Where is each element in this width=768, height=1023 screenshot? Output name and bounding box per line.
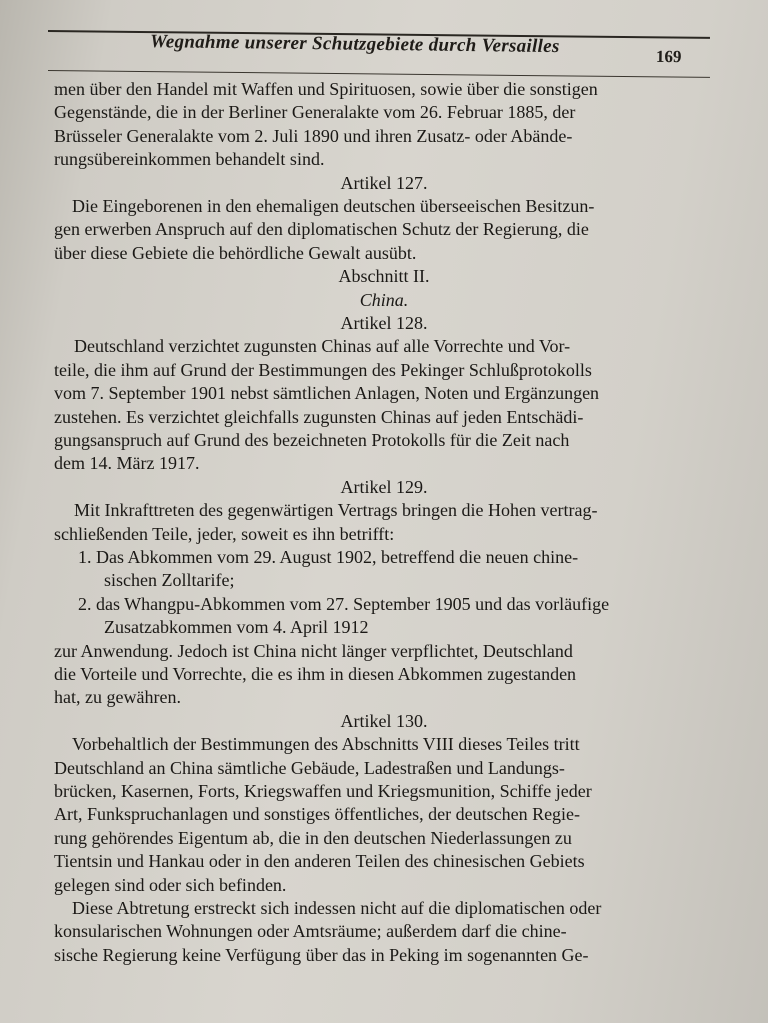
paragraph-line: Tientsin und Hankau oder in den anderen Teilen des chinesischen Gebiets xyxy=(54,851,585,872)
paragraph-line: gungsanspruch auf Grund des bezeichneten Protokolls für die Zeit nach xyxy=(54,430,570,450)
paragraph-line: Die Eingeborenen in den ehemaligen deutschen überseeischen Besitzun- xyxy=(72,196,595,216)
paragraph-line: sische Regierung keine Verfügung über das in Peking im sogenannten Ge- xyxy=(54,944,589,965)
paragraph-line: brücken, Kasernen, Forts, Kriegswaffen und Kriegsmunition, Schiffe jeder xyxy=(54,781,592,801)
paragraph-line: Gegenstände, die in der Berliner Generalakte vom 26. Februar 1885, der xyxy=(54,102,576,123)
paragraph-line: die Vorteile und Vorrechte, die es ihm in diesen Abkommen zugestanden xyxy=(54,664,577,684)
list-item-line: 1. Das Abkommen vom 29. August 1902, betreffend die neuen chine- xyxy=(78,547,579,567)
list-item-line: 2. das Whangpu-Abkommen vom 27. September 1905 und das vorläufige xyxy=(78,593,610,614)
paragraph-line: rung gehörendes Eigentum ab, die in den deutschen Niederlassungen zu xyxy=(54,827,572,848)
paragraph-line: Art, Funkspruchanlagen und sonstiges öffentliches, der deutschen Regie- xyxy=(54,804,581,825)
paragraph-line: Deutschland an China sämtliche Gebäude, Ladestraßen und Landungs- xyxy=(54,757,565,778)
article-130-heading: Artikel 130. xyxy=(340,710,428,731)
paragraph-line: Diese Abtretung erstreckt sich indessen nicht auf die diplomatischen oder xyxy=(72,898,602,918)
section-heading: Abschnitt II. xyxy=(338,266,430,287)
paragraph-line: konsularischen Wohnungen oder Amtsräume; außerdem darf die chine- xyxy=(54,921,567,942)
paragraph-line: vom 7. September 1901 nebst sämtlichen Anlagen, Noten und Ergänzungen xyxy=(54,383,600,404)
paragraph-line: men über den Handel mit Waffen und Spirituosen, sowie über die sonstigen xyxy=(54,79,598,99)
paragraph-line: Brüsseler Generalakte vom 2. Juli 1890 und ihren Zusatz- oder Abände- xyxy=(54,125,573,146)
paragraph-line: schließenden Teile, jeder, soweit es ihn betrifft: xyxy=(54,523,395,544)
paragraph-line: hat, zu gewähren. xyxy=(54,687,181,708)
paragraph-line: zustehen. Es verzichtet gleichfalls zugunsten Chinas auf jeden Entschädi- xyxy=(54,406,584,427)
header-rule-bottom xyxy=(48,70,710,78)
paragraph-line: dem 14. März 1917. xyxy=(54,453,200,474)
paragraph-line: Deutschland verzichtet zugunsten Chinas auf alle Vorrechte und Vor- xyxy=(74,336,571,357)
paragraph-line: teile, die ihm auf Grund der Bestimmungen des Pekinger Schlußprotokolls xyxy=(54,359,592,380)
paragraph-line: gen erwerben Anspruch auf den diplomatischen Schutz der Regierung, die xyxy=(54,219,589,240)
page-number: 169 xyxy=(655,46,682,67)
paragraph-line: rungsübereinkommen behandelt sind. xyxy=(54,149,325,170)
running-header-title: Wegnahme unserer Schutzgebiete durch Versailles xyxy=(149,31,560,58)
list-item-line: Zusatzabkommen vom 4. April 1912 xyxy=(104,617,369,638)
paragraph-line: gelegen sind oder sich befinden. xyxy=(54,874,287,895)
paragraph-line: über diese Gebiete die behördliche Gewalt ausübt. xyxy=(54,242,417,263)
section-subheading: China. xyxy=(359,289,409,310)
article-128-heading: Artikel 128. xyxy=(340,313,428,333)
article-129-heading: Artikel 129. xyxy=(340,476,428,497)
paragraph-line: zur Anwendung. Jedoch ist China nicht länger verpflichtet, Deutschland xyxy=(54,640,573,661)
list-item-line: sischen Zolltarife; xyxy=(104,570,235,591)
paragraph-line: Mit Inkrafttreten des gegenwärtigen Vertrags bringen die Hohen vertrag- xyxy=(74,500,598,521)
article-127-heading: Artikel 127. xyxy=(340,172,428,193)
paragraph-line: Vorbehaltlich der Bestimmungen des Abschnitts VIII dieses Teiles tritt xyxy=(72,734,580,755)
